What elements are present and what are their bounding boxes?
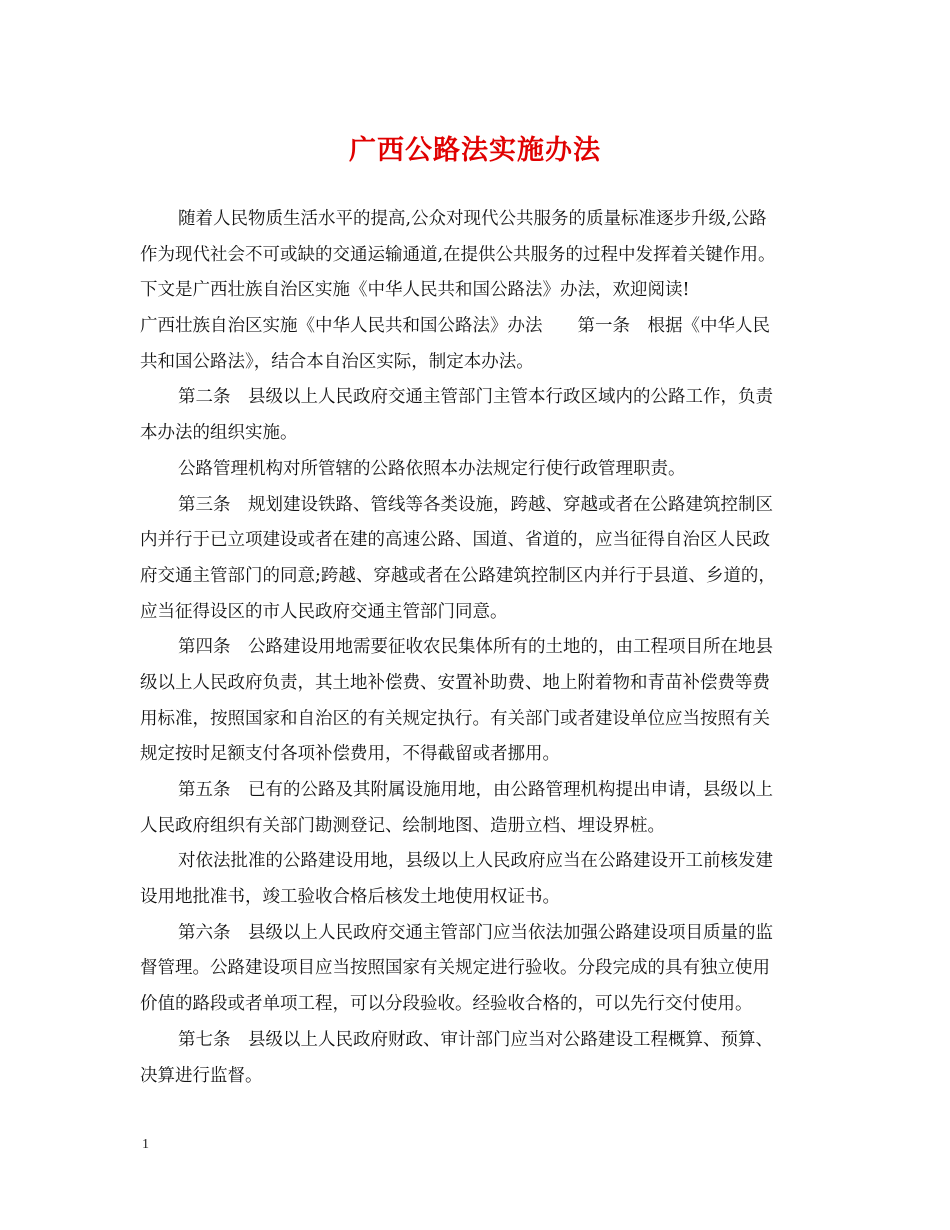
body-line: 随着人民物质生活水平的提高,公众对现代公共服务的质量标准逐步升级,公路 bbox=[178, 209, 767, 229]
body-line: 广西壮族自治区实施《中华人民共和国公路法》办法 第一条 根据《中华人民 bbox=[140, 316, 770, 337]
document-body bbox=[140, 202, 820, 1094]
body-line: 第六条 县级以上人民政府交通主管部门应当依法加强公路建设项目质量的监 bbox=[178, 922, 773, 943]
body-line: 人民政府组织有关部门勘测登记、绘制地图、造册立档、埋设界桩。 bbox=[140, 815, 665, 836]
body-line: 下文是广西壮族自治区实施《中华人民共和国公路法》办法，欢迎阅读! bbox=[140, 280, 690, 301]
body-line: 级以上人民政府负责，其土地补偿费、安置补助费、地上附着物和青苗补偿费等费 bbox=[140, 672, 770, 693]
body-line: 第五条 已有的公路及其附属设施用地，由公路管理机构提出申请，县级以上 bbox=[178, 780, 773, 800]
body-line: 价值的路段或者单项工程，可以分段验收。经验收合格的，可以先行交付使用。 bbox=[140, 994, 753, 1015]
body-line: 用标准，按照国家和自治区的有关规定执行。有关部门或者建设单位应当按照有关 bbox=[140, 708, 770, 729]
body-line: 督管理。公路建设项目应当按照国家有关规定进行验收。分段完成的具有独立使用 bbox=[140, 958, 770, 979]
body-line: 设用地批准书，竣工验收合格后核发土地使用权证书。 bbox=[140, 887, 560, 908]
body-line: 本办法的组织实施。 bbox=[140, 423, 298, 444]
body-line: 规定按时足额支付各项补偿费用，不得截留或者挪用。 bbox=[140, 744, 560, 765]
body-line: 共和国公路法》，结合本自治区实际，制定本办法。 bbox=[140, 351, 534, 372]
document-title: 广西公路法实施办法 bbox=[349, 135, 601, 166]
body-line: 作为现代社会不可或缺的交通运输通道,在提供公共服务的过程中发挥着关键作用。 bbox=[140, 244, 776, 265]
body-line: 第七条 县级以上人民政府财政、审计部门应当对公路建设工程概算、预算、 bbox=[178, 1029, 773, 1050]
body-line: 决算进行监督。 bbox=[140, 1065, 263, 1086]
page-number: 1 bbox=[142, 1137, 149, 1152]
body-line: 第二条 县级以上人民政府交通主管部门主管本行政区域内的公路工作，负责 bbox=[178, 387, 773, 408]
body-line: 内并行于已立项建设或者在建的高速公路、国道、省道的，应当征得自治区人民政 bbox=[140, 530, 770, 551]
body-line: 府交通主管部门的同意;跨越、穿越或者在公路建筑控制区内并行于县道、乡道的， bbox=[140, 565, 776, 586]
body-line: 应当征得设区的市人民政府交通主管部门同意。 bbox=[140, 601, 508, 622]
body-line: 第三条 规划建设铁路、管线等各类设施，跨越、穿越或者在公路建筑控制区 bbox=[178, 494, 773, 515]
body-line: 第四条 公路建设用地需要征收农民集体所有的土地的，由工程项目所在地县 bbox=[178, 637, 773, 658]
body-line: 对依法批准的公路建设用地，县级以上人民政府应当在公路建设开工前核发建 bbox=[178, 851, 773, 872]
body-line: 公路管理机构对所管辖的公路依照本办法规定行使行政管理职责。 bbox=[178, 458, 686, 479]
